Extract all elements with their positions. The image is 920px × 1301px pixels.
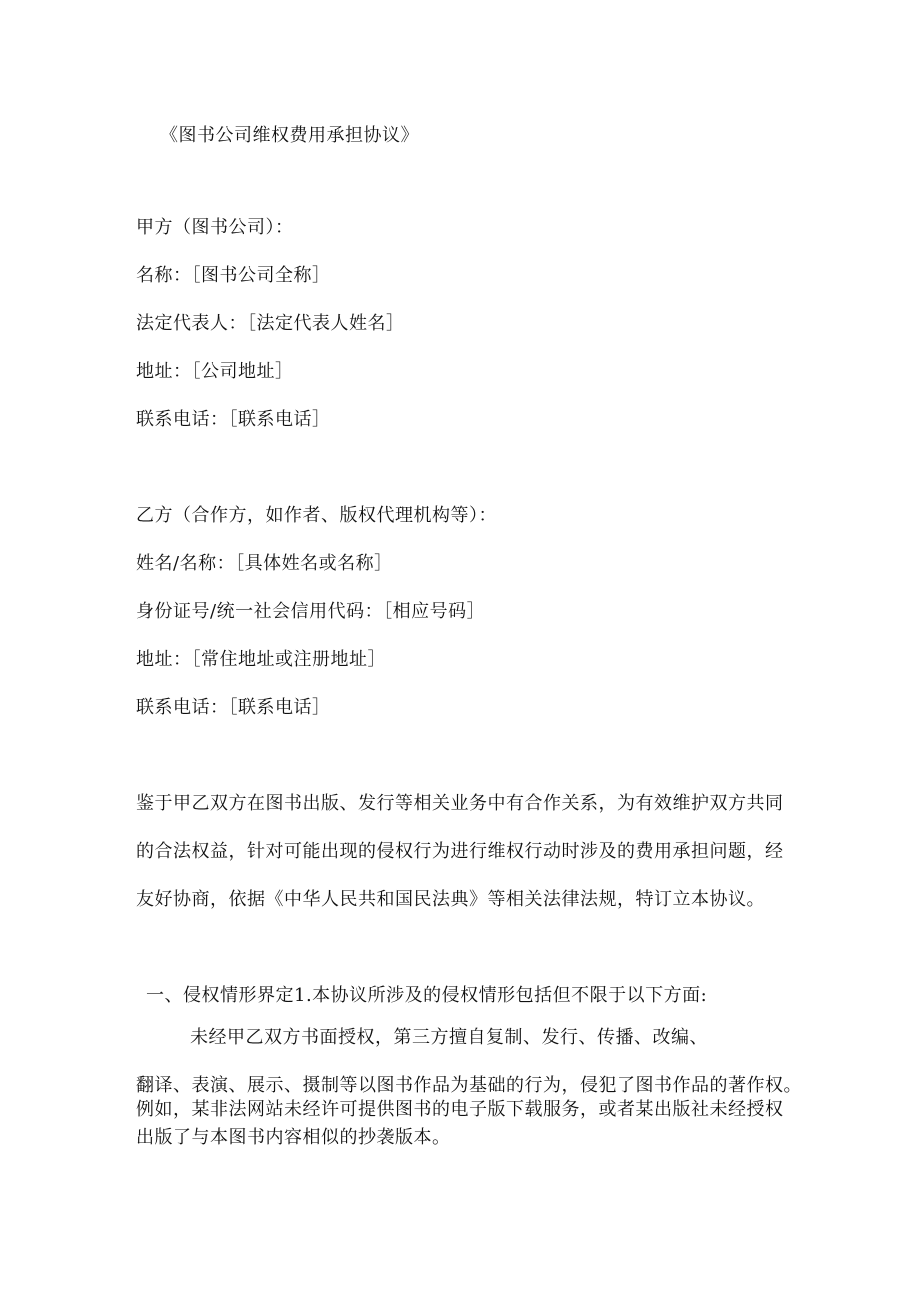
preamble-line: 友好协商，依据《中华人民共和国民法典》等相关法律法规，特订立本协议。 <box>136 889 765 910</box>
section-1-heading: 一、侵权情形界定1.本协议所涉及的侵权情形包括但不限于以下方面: <box>146 985 708 1006</box>
party-a-address: 地址：［公司地址］ <box>136 361 294 382</box>
document-title: 《图书公司维权费用承担协议》 <box>160 125 419 146</box>
preamble-line: 的合法权益，针对可能出现的侵权行为进行维权行动时涉及的费用承担问题，经 <box>136 841 784 862</box>
section-1-line: 例如，某非法网站未经许可提供图书的电子版下载服务，或者某出版社未经授权 <box>136 1099 784 1120</box>
party-a-heading: 甲方（图书公司）： <box>136 217 294 238</box>
party-b-phone: 联系电话：［联系电话］ <box>136 697 331 718</box>
party-a-name: 名称：［图书公司全称］ <box>136 265 331 286</box>
party-a-representative: 法定代表人：［法定代表人姓名］ <box>136 313 405 334</box>
party-b-id: 身份证号/统一社会信用代码：［相应号码］ <box>136 601 486 622</box>
preamble-line: 鉴于甲乙双方在图书出版、发行等相关业务中有合作关系，为有效维护双方共同 <box>136 793 784 814</box>
section-1-line: 翻译、表演、展示、摄制等以图书作品为基础的行为，侵犯了图书作品的著作权。 <box>136 1075 802 1096</box>
party-b-address: 地址：［常住地址或注册地址］ <box>136 649 386 670</box>
party-b-name: 姓名/名称：［具体姓名或名称］ <box>136 553 393 574</box>
section-1-line: 出版了与本图书内容相似的抄袭版本。 <box>136 1127 451 1148</box>
party-a-phone: 联系电话：［联系电话］ <box>136 409 331 430</box>
party-b-heading: 乙方（合作方，如作者、版权代理机构等）： <box>136 505 497 526</box>
section-1-item: 未经甲乙双方书面授权，第三方擅自复制、发行、传播、改编、 <box>190 1027 708 1048</box>
